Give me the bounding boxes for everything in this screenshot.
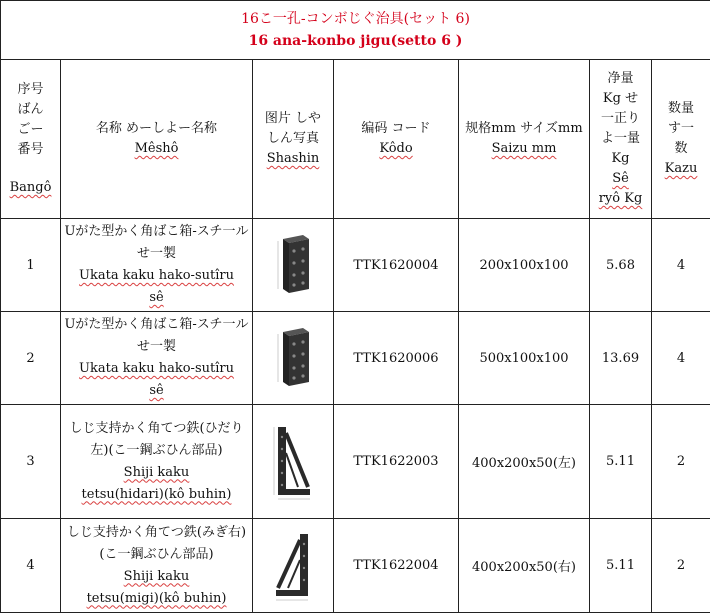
row-code: TTK1622003 [334,405,459,519]
header-name [61,60,253,219]
row-name [61,219,253,312]
header-quantity-line1: 数量 [668,101,695,116]
header-quantity [652,60,710,219]
angle-support-left-icon [270,423,316,501]
header-weight-romaji2: ryô Kg [598,191,643,206]
title-japanese: 16こ一孔-コンボじぐ治具(セット 6) [241,11,470,27]
header-quantity-line2: す一 [668,121,695,136]
header-quantity-line3: 数 [674,141,688,156]
row-number: 4 [1,519,61,613]
table-title [1,1,710,60]
row-code: TTK1622004 [334,519,459,613]
header-weight-line1: 净量 [607,71,634,86]
header-weight-line5: Kg [611,151,630,166]
header-code-romaji: Kôdo [379,141,413,156]
row-code: TTK1620004 [334,219,459,312]
header-photo-line2: しん写真 [266,131,319,146]
header-weight-romaji1: Sê [612,171,629,186]
header-photo-romaji: Shashin [266,151,320,166]
header-quantity-romaji: Kazu [664,161,698,176]
row-name [61,519,253,613]
row-size: 500x100x100 [459,312,590,405]
row-weight: 5.11 [590,405,652,519]
row-name-romaji: Ukata kaku hako-sutîru [79,361,234,376]
table-row [1,312,710,405]
header-size-romaji: Saizu mm [491,141,557,156]
row-size: 400x200x50(右) [459,519,590,613]
row-name [61,405,253,519]
row-code: TTK1620006 [334,312,459,405]
header-number-line2: ばん [17,102,44,117]
row-weight: 13.69 [590,312,652,405]
row-photo [253,312,334,405]
row-name [61,312,253,405]
header-number-romaji: Bangô [9,180,52,195]
header-code-japanese: 编码 コード [361,121,431,136]
header-number-line3: ごー [17,122,44,137]
row-number: 1 [1,219,61,312]
row-name-japanese: しじ支持かく角てつ鉄(ひだり左)(こ一鋼ぶひん部品) [69,420,244,458]
table-row [1,519,710,613]
row-photo [253,405,334,519]
row-name-romaji2: sê [149,383,164,398]
row-weight: 5.11 [590,519,652,613]
row-name-romaji: Shiji kaku [123,464,190,480]
row-name-romaji: Ukata kaku hako-sutîru [79,268,234,283]
header-name-romaji: Mêshô [134,141,179,156]
header-name-japanese: 名称 めーしよー名称 [95,121,218,136]
table-row [1,405,710,519]
row-quantity: 2 [652,519,710,613]
row-name-romaji: Shiji kaku [123,568,190,584]
title-romaji: 16 ana-konbo jigu(setto 6 ) [248,33,463,49]
table-row [1,219,710,312]
header-photo [253,60,334,219]
row-size: 200x100x100 [459,219,590,312]
header-number-line4: 番号 [17,142,44,157]
header-number [1,60,61,219]
row-quantity: 4 [652,312,710,405]
header-weight [590,60,652,219]
row-size: 400x200x50(左) [459,405,590,519]
header-code [334,60,459,219]
row-name-japanese: Uがた型かく角ばこ箱-スチ一ルせ一製 [64,224,249,261]
row-number: 3 [1,405,61,519]
header-weight-line4: よ一量 [600,131,640,146]
row-name-romaji2: tetsu(migi)(kô buhin) [86,590,227,606]
header-size-japanese: 规格mm サイズmm [465,121,583,136]
row-number: 2 [1,312,61,405]
angle-support-right-icon [270,530,316,602]
box-tube-icon [273,233,313,297]
row-photo [253,519,334,613]
row-name-romaji2: sê [149,290,164,305]
row-name-japanese: しじ支持かく角てつ鉄(みぎ右)(こ一鋼ぶひん部品) [66,524,247,562]
row-name-japanese: Uがた型かく角ばこ箱-スチ一ルせ一製 [64,317,249,354]
row-quantity: 4 [652,219,710,312]
row-quantity: 2 [652,405,710,519]
header-weight-line2: Kg せ [602,91,639,106]
header-number-line1: 序号 [17,82,44,97]
header-weight-line3: 一正り [600,111,640,126]
header-photo-line1: 图片 しや [264,111,322,126]
row-weight: 5.68 [590,219,652,312]
row-name-romaji2: tetsu(hidari)(kô buhin) [81,486,232,502]
header-size [459,60,590,219]
row-photo [253,219,334,312]
box-tube-icon [273,326,313,390]
